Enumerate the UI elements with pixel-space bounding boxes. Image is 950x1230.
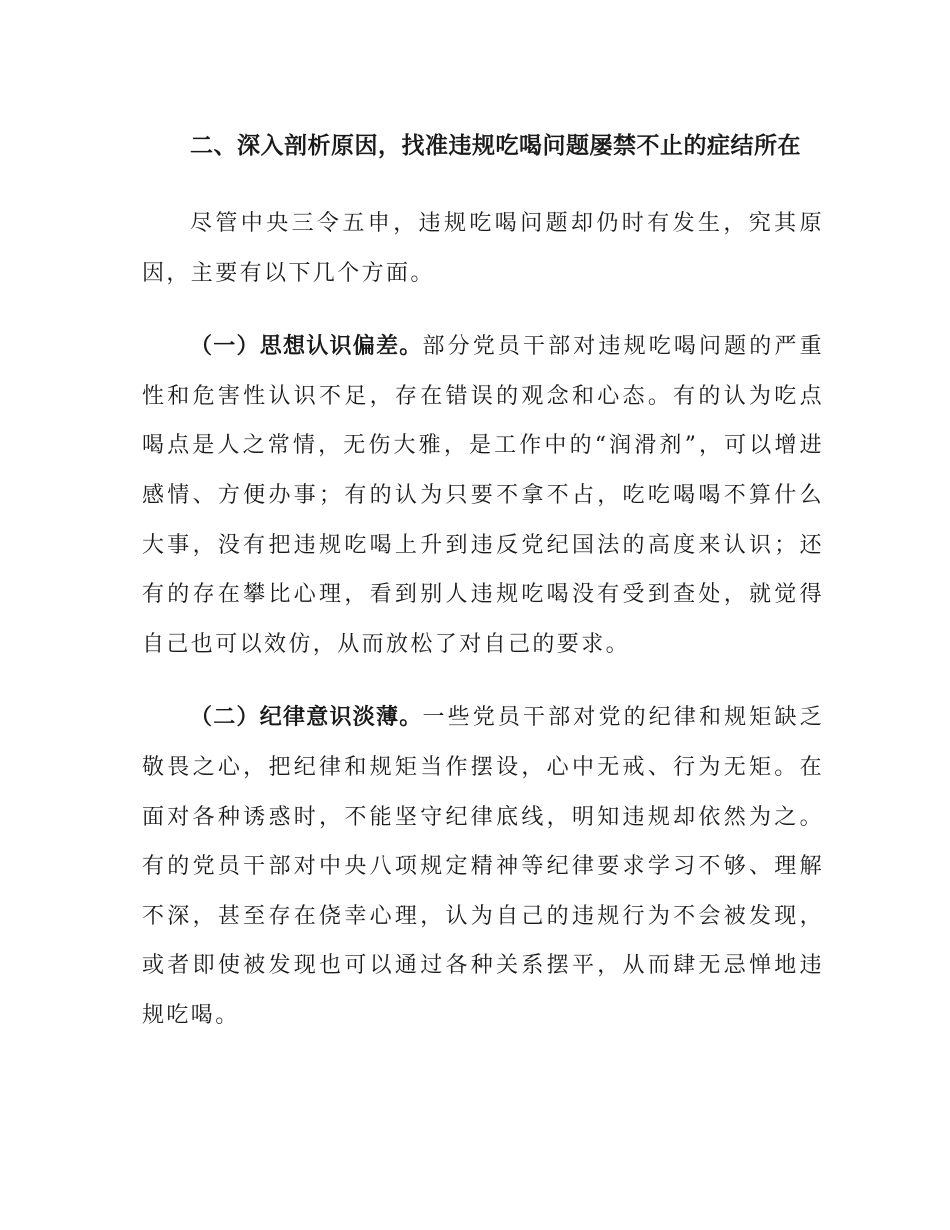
document-page [142, 122, 824, 1065]
section-lead-1: （一）思想认识偏差。 [190, 334, 423, 360]
section-body-2: 一些党员干部对党的纪律和规矩缺乏敬畏之心，把纪律和规矩当作摆设，心中无戒、行为无矩。在面对各种诱惑时，不能坚守纪律底线，明知违规却依然为之。有的党员干部对中央八项规定精神等纪律要求学习不够、理解不深，甚至存在侥幸心理，认为自己的违规行为不会被发现，或者即使被发现也可以通过各种关系摆平，从而肆无忌惮地违规吃喝。 [142, 705, 824, 1028]
section-lead-2: （二）纪律意识淡薄。 [190, 705, 423, 731]
intro-paragraph: 尽管中央三令五申，违规吃喝问题却仍时有发生，究其原因，主要有以下几个方面。 [142, 211, 824, 286]
section-heading: 二、深入剖析原因，找准违规吃喝问题屡禁不止的症结所在 [190, 133, 801, 159]
section-body-1: 部分党员干部对违规吃喝问题的严重性和危害性认识不足，存在错误的观念和心态。有的认为吃点喝点是人之常情，无伤大雅，是工作中的“润滑剂”，可以增进感情、方便办事；有的认为只要不拿不占，吃吃喝喝不算什么大事，没有把违规吃喝上升到违反党纪国法的高度来认识；还有的存在攀比心理，看到别人违规吃喝没有受到查处，就觉得自己也可以效仿，从而放松了对自己的要求。 [142, 334, 824, 657]
section-paragraph-1 [142, 322, 824, 669]
section-paragraph-2 [142, 693, 824, 1040]
